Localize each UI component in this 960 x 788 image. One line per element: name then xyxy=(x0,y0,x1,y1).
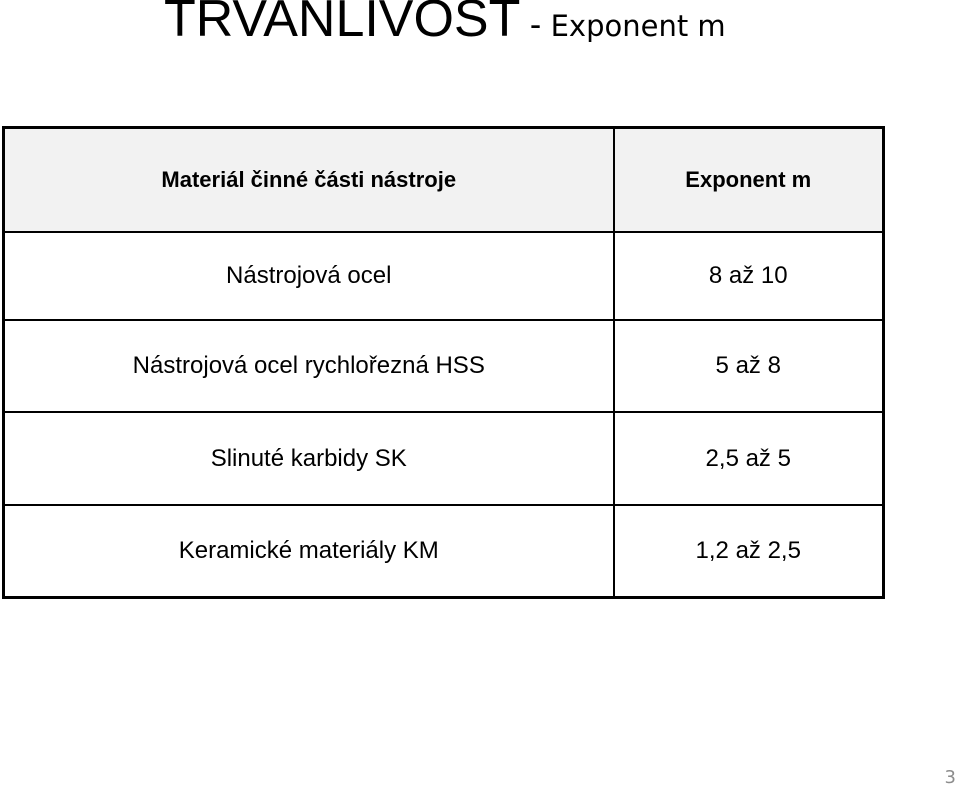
cell-exponent: 2,5 až 5 xyxy=(614,412,884,505)
exponent-table xyxy=(2,126,885,599)
page-number: 3 xyxy=(944,767,956,788)
table-row xyxy=(4,232,884,320)
header-material: Materiál činné části nástroje xyxy=(4,128,614,233)
cell-material: Nástrojová ocel rychlořezná HSS xyxy=(4,320,614,412)
cell-material: Nástrojová ocel xyxy=(4,232,614,320)
cell-exponent: 8 až 10 xyxy=(614,232,884,320)
cell-exponent: 1,2 až 2,5 xyxy=(614,505,884,598)
table-row xyxy=(4,505,884,598)
page-title-main: TRVANLIVOST xyxy=(164,0,521,48)
page-title xyxy=(164,0,726,50)
table-row xyxy=(4,320,884,412)
table-row xyxy=(4,412,884,505)
cell-exponent: 5 až 8 xyxy=(614,320,884,412)
table-header-row xyxy=(4,128,884,233)
page-title-sub: Exponent m xyxy=(550,9,726,43)
cell-material: Slinuté karbidy SK xyxy=(4,412,614,505)
page-title-separator: - xyxy=(520,6,551,44)
header-exponent: Exponent m xyxy=(614,128,884,233)
cell-material: Keramické materiály KM xyxy=(4,505,614,598)
